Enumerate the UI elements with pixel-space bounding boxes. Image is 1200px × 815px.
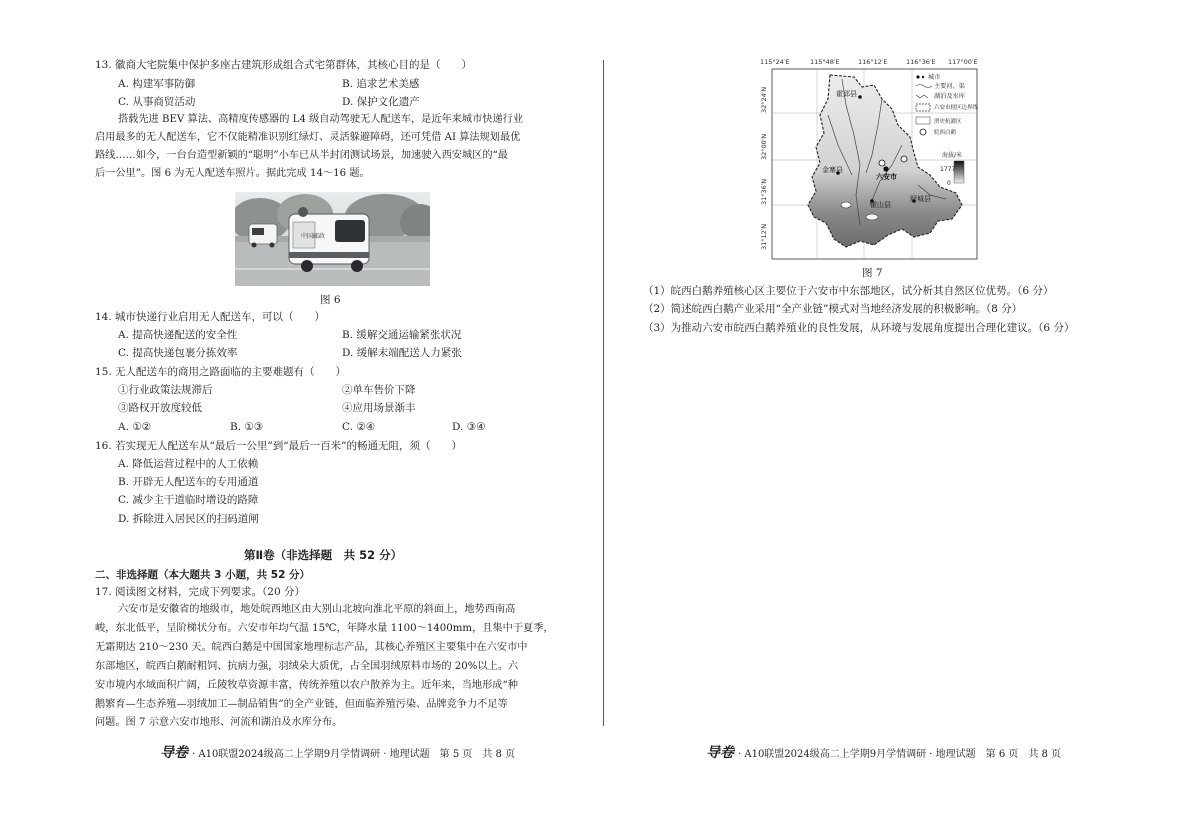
legend-elevation-max: 1777 — [940, 166, 956, 173]
legend-boundary: 六安市辖区边界线 — [934, 105, 979, 111]
lon-label-3: 116°12′E — [858, 58, 888, 66]
q14-option-c: C. 提高快递包裹分拣效率 — [118, 347, 238, 359]
q17-stem: 17. 阅读图文材料，完成下列要求。（20 分） — [95, 586, 305, 598]
q16-option-c: C. 减少主干道临时增设的路障 — [118, 494, 259, 506]
lat-label-1: 32°24′N — [760, 86, 768, 113]
lon-label-5: 117°00′E — [948, 58, 978, 66]
q17-part-2: （2）简述皖西白鹅产业采用“全产业链”模式对当地经济发展的积极影响。（8 分） — [643, 303, 1023, 315]
q15-stem: 15. 无人配送车的商用之路面临的主要难题有（ ） — [95, 366, 347, 378]
q13-option-d: D. 保护文化遗产 — [342, 96, 420, 108]
right-footer — [706, 742, 1061, 762]
section2-heading: 二、非选择题（本大题共 3 小题，共 52 分） — [95, 569, 311, 581]
material-line-1: 六安市是安徽省的地级市，地处皖西地区由大别山北坡向淮北平原的斜面上，地势西南高 — [118, 604, 516, 615]
q15-option-a: A. ①② — [118, 421, 152, 433]
q14-stem: 14. 城市快递行业启用无人配送车，可以（ ） — [95, 311, 326, 323]
q13-option-b: B. 追求艺术美感 — [342, 78, 420, 90]
q16-option-a: A. 降低运营过程中的人工依赖 — [118, 458, 259, 470]
lon-label-1: 115°24′E — [760, 58, 790, 66]
lat-label-3: 31°36′N — [760, 178, 768, 205]
q16-option-d: D. 拆除进入居民区的扫码道闸 — [118, 513, 259, 525]
intro-line-2: 启用最多的无人配送车，它不仅能精准识别红绿灯、灵活躲避障碍，还可凭借 AI 算法规划最优 — [95, 132, 521, 143]
left-footer — [160, 742, 515, 762]
q17-part-1: （1）皖西白鹅养殖核心区主要位于六安市中东部地区，试分析其自然区位优势。（6 分） — [643, 285, 1054, 297]
legend-irrigation: 淠史杭灌区 — [934, 119, 962, 125]
city-shucheng: 舒城县 — [910, 195, 931, 203]
city-jinzhai: 金寨县 — [822, 166, 843, 174]
material-line-5: 安市境内水域面积广阔，丘陵牧草资源丰富，传统养殖以农户散养为主。近年来，当地形成“种 — [95, 680, 518, 691]
city-huoshan: 霍山县 — [870, 201, 891, 209]
intro-line-1: 搭载先进 BEV 算法、高精度传感器的 L4 级自动驾驶无人配送车，是近年来城市快递行业 — [118, 114, 524, 125]
city-liuan: 六安市 — [876, 173, 897, 181]
material-line-7: 问题。图 7 示意六安市地形、河流和湖泊及水库分布。 — [95, 717, 343, 728]
legend-river: 主要河、渠 — [934, 83, 965, 90]
q16-option-b: B. 开辟无人配送车的专用通道 — [118, 476, 259, 488]
liuan-map — [742, 55, 982, 260]
footer-logo: 导卷 — [706, 745, 734, 761]
fig6-caption: 图 6 — [320, 294, 341, 306]
material-line-2: 峻，东北低平，呈阶梯状分布。六安市年均气温 15℃，年降水量 1100～1400mm，且集中于夏季， — [95, 623, 554, 634]
material-line-4: 东部地区，皖西白鹅耐粗饲、抗病力强，羽绒朵大质优，占全国羽绒原料市场的 20%以上。六 — [95, 661, 519, 672]
lon-label-2: 115°48′E — [810, 58, 840, 66]
lat-label-2: 32°00′N — [760, 133, 768, 160]
q17-part-3: （3）为推动六安市皖西白鹅养殖业的良性发展，从环境与发展角度提出合理化建议。（6 分） — [643, 322, 1075, 334]
material-line-6: 鹅繁育—生态养殖—羽绒加工—制品销售”的全产业链，但面临养殖污染、品牌竞争力不足等 — [95, 699, 508, 710]
van-logo-text: 中国邮政 — [301, 233, 326, 240]
legend-elevation-title: 海拔/米 — [942, 152, 963, 159]
footer-text: · A10联盟2024级高二上学期9月学情调研 · 地理试题 第 6 页 共 8 页 — [738, 748, 1062, 760]
q13-option-a: A. 构建军事防御 — [118, 78, 196, 90]
q15-option-c: C. ②④ — [342, 421, 376, 433]
lat-label-4: 31°12′N — [760, 223, 768, 250]
q15-option-d: D. ③④ — [452, 421, 486, 433]
legend-goose: 皖西白鹅 — [934, 130, 957, 136]
q16-stem: 16. 若实现无人配送车从“最后一公里”到“最后一百米”的畅通无阻，须（ ） — [95, 440, 463, 452]
legend-elevation-min: 0 — [947, 180, 951, 187]
q15-item-4: ④应用场景渐丰 — [342, 402, 416, 414]
city-huoqiu: 霍邱县 — [836, 90, 857, 98]
delivery-van-photo — [235, 192, 430, 286]
footer-text: · A10联盟2024级高二上学期9月学情调研 · 地理试题 第 5 页 共 8 页 — [192, 748, 516, 760]
q13-stem: 13. 徽商大宅院集中保护多座古建筑形成组合式宅第群体，其核心目的是（ ） — [95, 59, 473, 71]
q15-item-3: ③路权开放度较低 — [118, 402, 202, 414]
q14-option-a: A. 提高快递配送的安全性 — [118, 329, 238, 341]
lon-label-4: 116°36′E — [906, 58, 936, 66]
q15-item-1: ①行业政策法规滞后 — [118, 384, 213, 396]
q15-item-2: ②单车售价下降 — [342, 384, 416, 396]
page-divider — [603, 60, 604, 726]
intro-line-4: 后一公里”。图 6 为无人配送车照片。据此完成 14～16 题。 — [95, 168, 370, 179]
material-line-3: 无霜期达 210～230 天。皖西白鹅是中国国家地理标志产品，其核心养殖区主要集中在六安市中 — [95, 642, 528, 653]
part2-title: 第Ⅱ卷（非选择题 共 52 分） — [244, 548, 403, 562]
q13-option-c: C. 从事商贸活动 — [118, 96, 196, 108]
q15-option-b: B. ①③ — [230, 421, 264, 433]
legend-city: 城市 — [928, 74, 941, 81]
intro-line-3: 路线……如今，一台台造型新颖的“聪明”小车已从半封闭测试场景，加速驶入西安城区的“最 — [95, 150, 508, 161]
fig7-caption: 图 7 — [862, 267, 883, 279]
q14-option-b: B. 缓解交通运输紧张状况 — [342, 329, 462, 341]
footer-logo: 导卷 — [160, 745, 188, 761]
legend-lake: 湖泊及水库 — [934, 93, 965, 100]
q14-option-d: D. 缓解末端配送人力紧张 — [342, 347, 462, 359]
